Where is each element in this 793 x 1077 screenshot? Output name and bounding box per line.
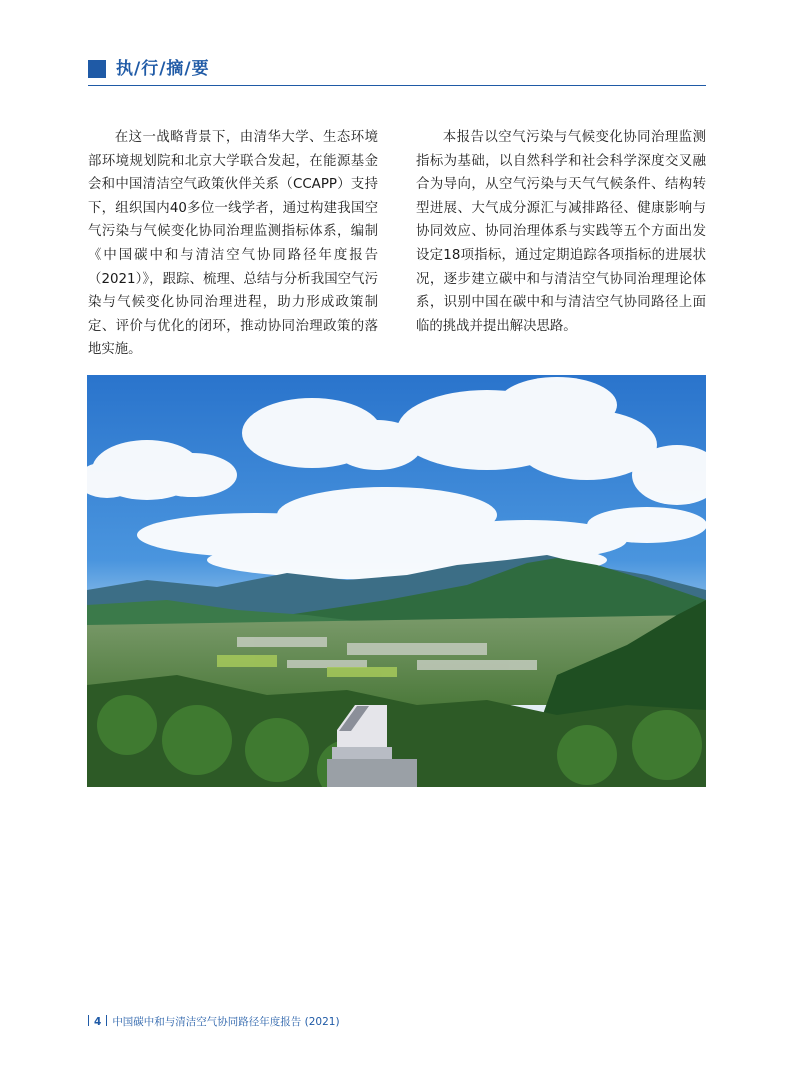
header-divider [88, 85, 706, 86]
page-number: 4 [94, 1016, 102, 1028]
report-title: 中国碳中和与清洁空气协同路径年度报告 (2021) [112, 1016, 340, 1028]
landscape-illustration [87, 375, 706, 787]
section-title: 执/行/摘/要 [116, 59, 210, 79]
footer-divider [88, 1015, 89, 1026]
landscape-photo [87, 375, 706, 787]
left-paragraph: 在这一战略背景下，由清华大学、生态环境部环境规划院和北京大学联合发起，在能源基金会和中国清洁空气政策伙伴关系（CCAPP）支持下，组织国内40多位一线学者，通过构建我国空气污染与气候变化协同治理监测指标体系，编制《中国碳中和与清洁空气协同路径年度报告（2021）》，跟踪、梳理、总结与分析我国空气污染与气候变化协同治理进程，助力形成政策制定、评价与优化的闭环，推动协同治理政策的落地实施。 [88, 130, 378, 358]
page-footer [88, 1015, 340, 1029]
header-square-icon [88, 60, 106, 78]
right-paragraph: 本报告以空气污染与气候变化协同治理监测指标为基础，以自然科学和社会科学深度交叉融合为导向，从空气污染与天气气候条件、结构转型进展、大气成分源汇与减排路径、健康影响与协同效应、协同治理体系与实践等五个方面出发设定18项指标，通过定期追踪各项指标的进展状况，逐步建立碳中和与清洁空气协同治理理论体系，识别中国在碳中和与清洁空气协同路径上面临的挑战并提出解决思路。 [416, 130, 706, 334]
section-header [88, 58, 706, 86]
footer-divider [106, 1015, 107, 1026]
